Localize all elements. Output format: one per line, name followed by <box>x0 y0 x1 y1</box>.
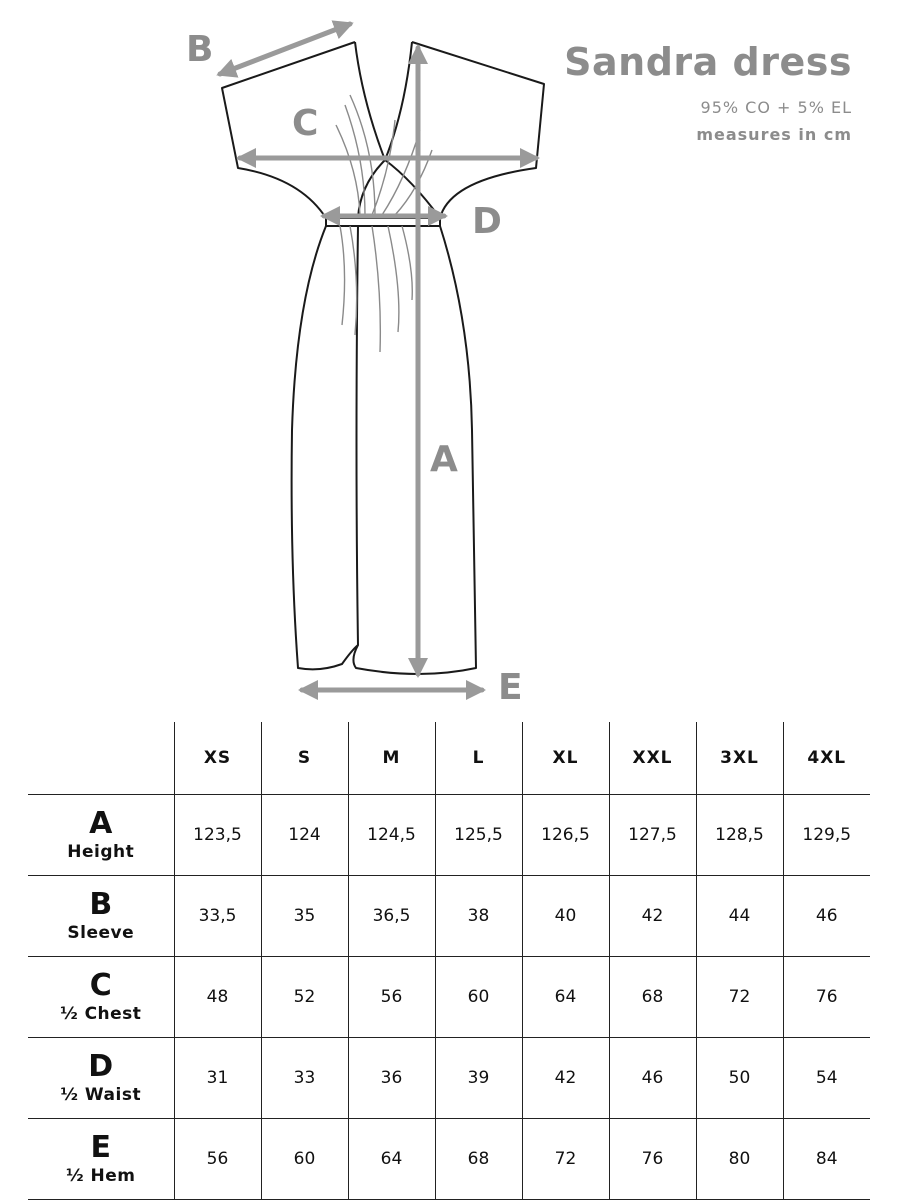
table-cell: 36 <box>348 1038 435 1119</box>
row-letter: C <box>89 968 112 1004</box>
table-cell: 84 <box>783 1119 870 1200</box>
table-row <box>28 957 870 1038</box>
size-header-cell: 4XL <box>783 722 870 795</box>
table-cell: 50 <box>696 1038 783 1119</box>
table-cell: 123,5 <box>174 795 261 876</box>
row-name: Sleeve <box>67 922 135 943</box>
table-cell: 36,5 <box>348 876 435 957</box>
row-label <box>28 1038 174 1119</box>
empty-corner-cell <box>28 722 174 795</box>
size-header-cell: XL <box>522 722 609 795</box>
table-cell: 44 <box>696 876 783 957</box>
table-cell: 125,5 <box>435 795 522 876</box>
table-cell: 129,5 <box>783 795 870 876</box>
table-cell: 35 <box>261 876 348 957</box>
table-cell: 126,5 <box>522 795 609 876</box>
table-cell: 46 <box>783 876 870 957</box>
table-cell: 56 <box>174 1119 261 1200</box>
measure-label-b: B <box>186 29 214 70</box>
row-name: ½ Waist <box>60 1084 142 1105</box>
table-cell: 31 <box>174 1038 261 1119</box>
measurement-arrows <box>220 24 536 690</box>
row-letter: D <box>88 1049 114 1085</box>
size-header-cell: XS <box>174 722 261 795</box>
table-cell: 68 <box>435 1119 522 1200</box>
size-header-row <box>28 722 870 795</box>
row-label <box>28 795 174 876</box>
table-cell: 42 <box>522 1038 609 1119</box>
size-header-cell: XXL <box>609 722 696 795</box>
table-cell: 52 <box>261 957 348 1038</box>
size-chart-table <box>28 722 870 1200</box>
size-header-cell: S <box>261 722 348 795</box>
table-cell: 64 <box>522 957 609 1038</box>
table-cell: 42 <box>609 876 696 957</box>
fabric-composition: 95% CO + 5% EL <box>700 98 852 117</box>
table-cell: 128,5 <box>696 795 783 876</box>
row-label <box>28 957 174 1038</box>
page-title: Sandra dress <box>564 40 852 84</box>
size-header-cell: L <box>435 722 522 795</box>
table-cell: 40 <box>522 876 609 957</box>
measure-label-a: A <box>430 439 458 480</box>
table-cell: 124,5 <box>348 795 435 876</box>
dress-outline <box>222 42 544 674</box>
table-cell: 48 <box>174 957 261 1038</box>
size-header-cell: M <box>348 722 435 795</box>
measure-label-d: D <box>472 201 502 242</box>
table-cell: 60 <box>261 1119 348 1200</box>
row-name: ½ Hem <box>66 1165 136 1186</box>
table-row <box>28 876 870 957</box>
table-cell: 39 <box>435 1038 522 1119</box>
row-letter: E <box>90 1130 111 1166</box>
row-name: ½ Chest <box>60 1003 142 1024</box>
row-letter: A <box>89 806 113 842</box>
table-cell: 33 <box>261 1038 348 1119</box>
table-row <box>28 1119 870 1200</box>
table-cell: 64 <box>348 1119 435 1200</box>
row-letter: B <box>89 887 113 923</box>
row-label <box>28 876 174 957</box>
table-cell: 127,5 <box>609 795 696 876</box>
row-label <box>28 1119 174 1200</box>
title-block <box>564 40 852 144</box>
table-cell: 60 <box>435 957 522 1038</box>
table-cell: 124 <box>261 795 348 876</box>
table-cell: 54 <box>783 1038 870 1119</box>
table-cell: 76 <box>783 957 870 1038</box>
table-cell: 76 <box>609 1119 696 1200</box>
row-name: Height <box>67 841 135 862</box>
table-cell: 38 <box>435 876 522 957</box>
table-cell: 72 <box>522 1119 609 1200</box>
table-cell: 46 <box>609 1038 696 1119</box>
table-cell: 68 <box>609 957 696 1038</box>
table-row <box>28 795 870 876</box>
table-cell: 33,5 <box>174 876 261 957</box>
units-note: measures in cm <box>696 125 852 144</box>
measure-label-c: C <box>292 103 319 144</box>
table-cell: 80 <box>696 1119 783 1200</box>
table-row <box>28 1038 870 1119</box>
measure-label-e: E <box>498 667 523 708</box>
size-header-cell: 3XL <box>696 722 783 795</box>
table-cell: 56 <box>348 957 435 1038</box>
table-cell: 72 <box>696 957 783 1038</box>
